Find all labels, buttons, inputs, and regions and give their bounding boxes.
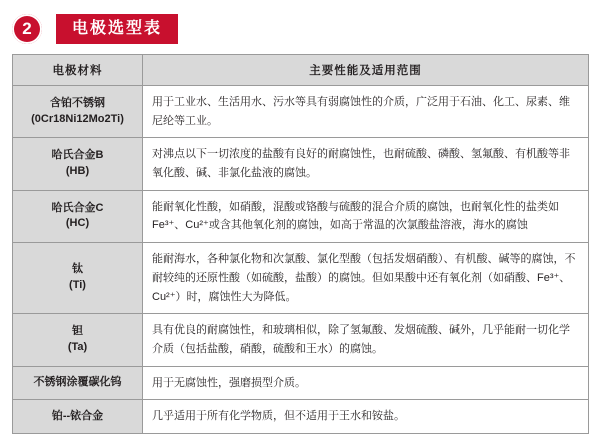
table-row bbox=[13, 366, 589, 400]
material-line: 钽 bbox=[72, 324, 83, 337]
table-row bbox=[13, 86, 589, 138]
material-line: 含铂不锈钢 bbox=[50, 96, 105, 109]
material-line: 哈氏合金B bbox=[51, 149, 104, 162]
material-line: 铂--铱合金 bbox=[51, 409, 104, 422]
cell-material bbox=[13, 243, 143, 314]
cell-material bbox=[13, 190, 143, 242]
cell-description: 用于无腐蚀性，强磨损型介质。 bbox=[143, 366, 589, 400]
table-row bbox=[13, 243, 589, 314]
table-row bbox=[13, 400, 589, 434]
column-header-material: 电极材料 bbox=[13, 55, 143, 86]
material-line: 不锈钢涂覆碳化钨 bbox=[33, 375, 122, 388]
table-body bbox=[13, 86, 589, 434]
table-row bbox=[13, 314, 589, 366]
cell-description: 用于工业水、生活用水、污水等具有弱腐蚀性的介质，广泛用于石油、化工、尿素、维尼纶等工业。 bbox=[143, 86, 589, 138]
page-title: 电极选型表 bbox=[56, 14, 178, 44]
material-line: 钛 bbox=[72, 263, 83, 276]
cell-description: 对沸点以下一切浓度的盐酸有良好的耐腐蚀性，也耐硫酸、磷酸、氢氟酸、有机酸等非氧化酸、碱、非氯化盐液的腐蚀。 bbox=[143, 138, 589, 190]
page-header bbox=[0, 0, 600, 46]
cell-material bbox=[13, 314, 143, 366]
table-row bbox=[13, 138, 589, 190]
cell-description: 具有优良的耐腐蚀性，和玻璃相似，除了氢氟酸、发烟硫酸、碱外，几乎能耐一切化学介质（包括盐酸，硝酸，硫酸和王水）的腐蚀。 bbox=[143, 314, 589, 366]
material-line: (Ti) bbox=[69, 279, 86, 292]
table-header-row bbox=[13, 55, 589, 86]
cell-description: 能耐海水，各种氯化物和次氯酸、氯化型酸（包括发烟硝酸）、有机酸、碱等的腐蚀，不耐较纯的还原性酸（如硫酸，盐酸）的腐蚀。但如果酸中还有氧化剂（如硝酸、Fe³⁺、Cu²⁺）时，腐蚀性大为降低。 bbox=[143, 243, 589, 314]
table-header bbox=[13, 55, 589, 86]
cell-material bbox=[13, 400, 143, 434]
cell-material bbox=[13, 366, 143, 400]
cell-description: 几乎适用于所有化学物质，但不适用于王水和铵盐。 bbox=[143, 400, 589, 434]
material-line: (Ta) bbox=[67, 340, 88, 353]
table-container bbox=[0, 46, 600, 434]
material-line: (HB) bbox=[65, 165, 90, 178]
cell-material bbox=[13, 86, 143, 138]
table-row bbox=[13, 190, 589, 242]
material-line: 哈氏合金C bbox=[51, 201, 104, 214]
electrode-selection-table bbox=[12, 54, 589, 434]
material-line: (0Cr18Ni12Mo2Ti) bbox=[31, 112, 124, 125]
column-header-description: 主要性能及适用范围 bbox=[143, 55, 589, 86]
cell-material bbox=[13, 138, 143, 190]
cell-description: 能耐氧化性酸，如硝酸，混酸或铬酸与硫酸的混合介质的腐蚀，也耐氧化性的盐类如Fe³⁺、Cu²⁺或含其他氧化剂的腐蚀，如高于常温的次氯酸盐溶液，海水的腐蚀 bbox=[143, 190, 589, 242]
material-line: (HC) bbox=[65, 217, 90, 230]
section-number-badge: 2 bbox=[12, 14, 42, 44]
